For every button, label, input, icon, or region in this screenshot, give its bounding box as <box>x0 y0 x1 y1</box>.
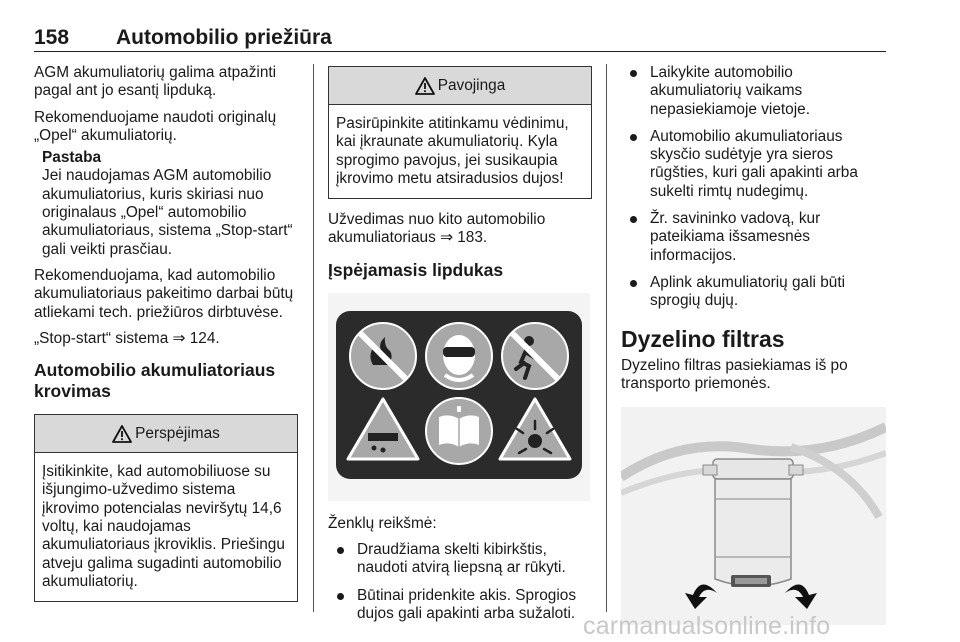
paragraph: Rekomenduojama, kad automobilio akumuliatoriaus pakeitimo darbai būtų atliekami tech. priežiūros dirbtuvėse. <box>34 266 294 321</box>
column-right <box>621 64 886 625</box>
note-text: Jei naudojamas AGM automobilio akumuliatorius, kuris skiriasi nuo originalaus „Opel“ automobilio akumuliatoriaus, sistema „Stop-start“ gali veikti prasčiau. <box>42 167 293 258</box>
diesel-filter-illustration <box>621 407 886 625</box>
watermark: carmanualsonline.info <box>583 612 831 640</box>
danger-text: Pasirūpinkite atitinkamu vėdinimu, kai įkraunate akumuliatorių. Kyla sprogimo pavojus, jei susikaupia įkrovimo metu atsiradusios dujos! <box>336 115 569 187</box>
section-heading: Įspėjamasis lipdukas <box>328 259 504 280</box>
warning-label-image <box>328 293 590 501</box>
page-title: Automobilio priežiūra <box>116 26 332 49</box>
cross-reference: Užvedimas nuo kito automobilio akumuliatoriaus ⇒ 183. <box>328 211 546 247</box>
column-left <box>34 64 298 602</box>
read-manual-icon <box>426 398 492 464</box>
column-middle <box>328 64 592 632</box>
list-item: Laikykite automobilio akumuliatorių vaikams nepasiekiamoje vietoje. <box>621 64 886 119</box>
eye-protection-icon <box>426 323 492 389</box>
danger-header <box>329 67 591 105</box>
warning-header <box>35 415 297 453</box>
warning-box <box>34 414 298 602</box>
symbol-list-continued <box>621 64 886 311</box>
section-heading: Automobilio akumuliatoriaus krovimas <box>34 360 276 402</box>
bullet-icon <box>630 216 637 223</box>
warning-triangle-icon <box>415 77 435 95</box>
symbol-list <box>328 541 592 623</box>
page-header <box>34 26 886 52</box>
danger-title: Pavojinga <box>437 76 506 94</box>
paragraph: Dyzelino filtras pasiekiamas iš po transporto priemonės. <box>621 356 848 392</box>
list-item: Automobilio akumuliatoriaus skysčio sudėtyje yra sieros rūgšties, kuri gali apakinti arba sukelti rimtų nudegimų. <box>621 128 886 201</box>
column-divider <box>313 64 314 612</box>
section-heading: Dyzelino filtras <box>621 325 785 352</box>
bullet-icon <box>337 593 344 600</box>
warning-triangle-icon <box>112 425 132 443</box>
paragraph: AGM akumuliatorių galima atpažinti pagal ant jo esantį lipduką. <box>34 64 277 100</box>
bullet-icon <box>337 547 344 554</box>
page-number: 158 <box>34 26 70 49</box>
note-block <box>42 149 298 259</box>
bullet-icon <box>630 134 637 141</box>
list-item: Žr. savininko vadovą, kur pateikiama išsamesnės informacijos. <box>621 210 886 265</box>
paragraph: Rekomenduojame naudoti originalų „Opel“ akumuliatorių. <box>34 108 277 144</box>
no-flame-icon <box>350 323 416 389</box>
keep-children-away-icon <box>502 323 568 389</box>
warning-title: Perspėjimas <box>135 424 220 442</box>
danger-box <box>328 66 592 199</box>
bullet-icon <box>630 280 637 287</box>
list-item: Būtinai pridenkite akis. Sprogios dujos gali apakinti arba sužaloti. <box>328 587 592 624</box>
column-divider <box>606 64 607 612</box>
list-item: Aplink akumuliatorių gali būti sprogių dujų. <box>621 274 886 311</box>
paragraph: Ženklų reikšmė: <box>328 514 437 532</box>
warning-text: Įsitikinkite, kad automobiliuose su išjungimo-užvedimo sistema įkrovimo potencialas neviršytų 14,6 voltų, kai naudojamas akumuliatoriaus įkroviklis. Priešingu atveju galima sugadinti automobilio akumuliatorių. <box>42 463 285 590</box>
note-heading: Pastaba <box>42 149 102 167</box>
list-item: Draudžiama skelti kibirkštis, naudoti atvirą liepsną ar rūkyti. <box>328 541 592 578</box>
cross-reference: „Stop-start“ sistema ⇒ 124. <box>34 329 220 347</box>
bullet-icon <box>630 70 637 77</box>
